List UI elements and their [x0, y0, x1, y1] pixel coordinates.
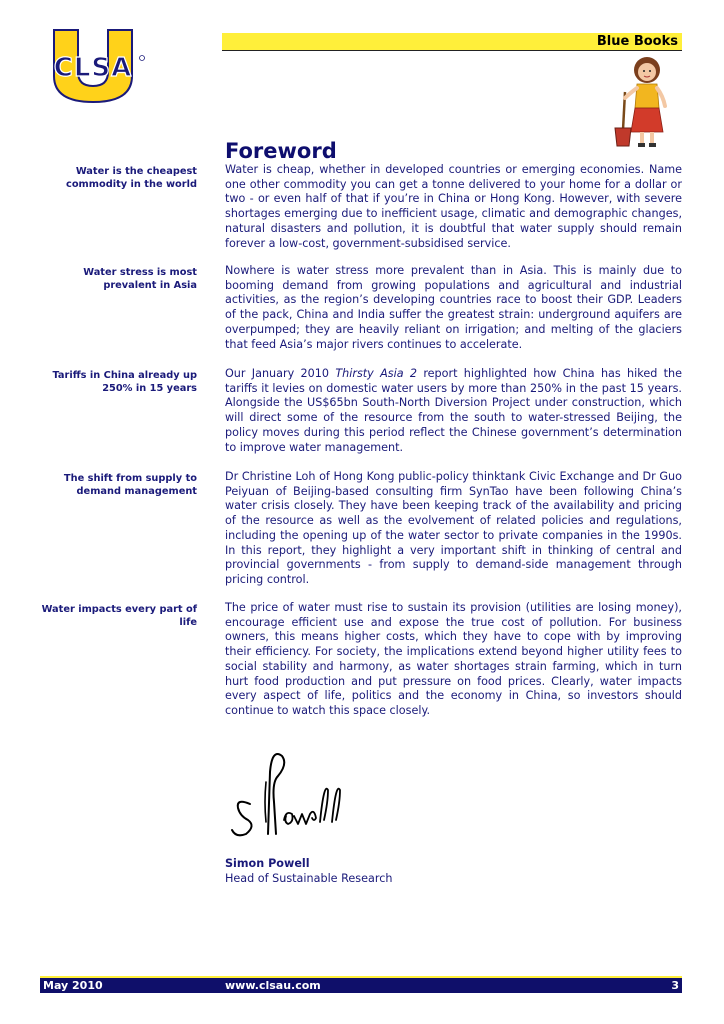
author-title: Head of Sustainable Research	[225, 872, 393, 885]
footer-date: May 2010	[43, 979, 103, 992]
sidenote-supply-to-demand: The shift from supply to demand management	[63, 473, 197, 497]
header-bar	[222, 33, 682, 51]
paragraph-tariffs	[225, 367, 682, 455]
clsa-u-logo	[38, 28, 148, 104]
page-title: Foreword	[225, 139, 337, 163]
handwritten-signature	[228, 742, 354, 842]
sidenote-tariffs: Tariffs in China already up 250% in 15 years	[52, 370, 197, 394]
sidenote-water-impacts: Water impacts every part of life	[41, 604, 197, 628]
footer-bar	[40, 976, 682, 993]
tariffs-text-start: Our January 2010	[225, 367, 336, 380]
report-title-thirsty-asia: Thirsty Asia 2	[335, 367, 417, 380]
tariffs-text-end: report highlighted how China has hiked the tariffs it levies on domestic water users by more than 250% in the past 15 years. Alongside the US$65bn South-North Diversion Project under construction, which will direct some of the resource from the south to water-stressed Beijing, the policy moves during this period reflect the Chinese government’s determination to improve water management.	[225, 367, 682, 454]
paragraph-loh-guo: Dr Christine Loh of Hong Kong public-policy thinktank Civic Exchange and Dr Guo Peiyuan of Beijing-based consulting firm SynTao have been following China’s water crisis closely. They have been keeping track of the availability and pricing of the resource as well as the evolvement of related policies and regulations, including the opening up of the water sector to private companies in the 1990s. In this report, they highlight a very important shift in thinking of central and provincial governments - from supply to demand-side management through pricing control.	[225, 470, 682, 586]
page-number: 3	[671, 979, 679, 992]
paragraph-water-is-cheap: Water is cheap, whether in developed countries or emerging economies. Name one other commodity you can get a tonne delivered to your home for a dollar or two - or even half of that if you’re in China or Hong Kong. However, with severe shortages emerging due to inefficient usage, climatic and demographic changes, natural disasters and pollution, it is doubtful that water supply should remain forever a low-cost, government-subsidised service.	[225, 163, 682, 250]
series-title: Blue Books	[596, 34, 678, 49]
girl-with-shovel-illustration	[603, 52, 678, 150]
footer-url[interactable]: www.clsau.com	[225, 979, 321, 992]
logo-text: CLSA	[53, 53, 133, 83]
paragraph-water-impacts: The price of water must rise to sustain its provision (utilities are losing money), encourage efficient use and expose the true cost of pollution. For business owners, this means higher costs, which they have to cope with by improving their efficiency. For society, the implications extend beyond higher utility fees to social stability and harmony, as water shortages strain farming, which in turn hurt food production and put pressure on food prices. Clearly, water impacts every aspect of life, politics and the economy in China, so investors should continue to watch this space closely.	[225, 601, 682, 717]
sidenote-water-stress: Water stress is most prevalent in Asia	[83, 267, 197, 291]
author-name: Simon Powell	[225, 857, 310, 870]
paragraph-water-stress: Nowhere is water stress more prevalent than in Asia. This is mainly due to booming demand from growing populations and agricultural and industrial activities, as the region’s developing countries race to boost their GDP. Leaders of the pack, China and India suffer the greatest strain: underground aquifers are overpumped; they are heavily reliant on irrigation; and melting of the glaciers that feed Asia’s major rivers continues to accelerate.	[225, 264, 682, 351]
sidenote-cheapest-commodity: Water is the cheapest commodity in the world	[66, 166, 197, 190]
